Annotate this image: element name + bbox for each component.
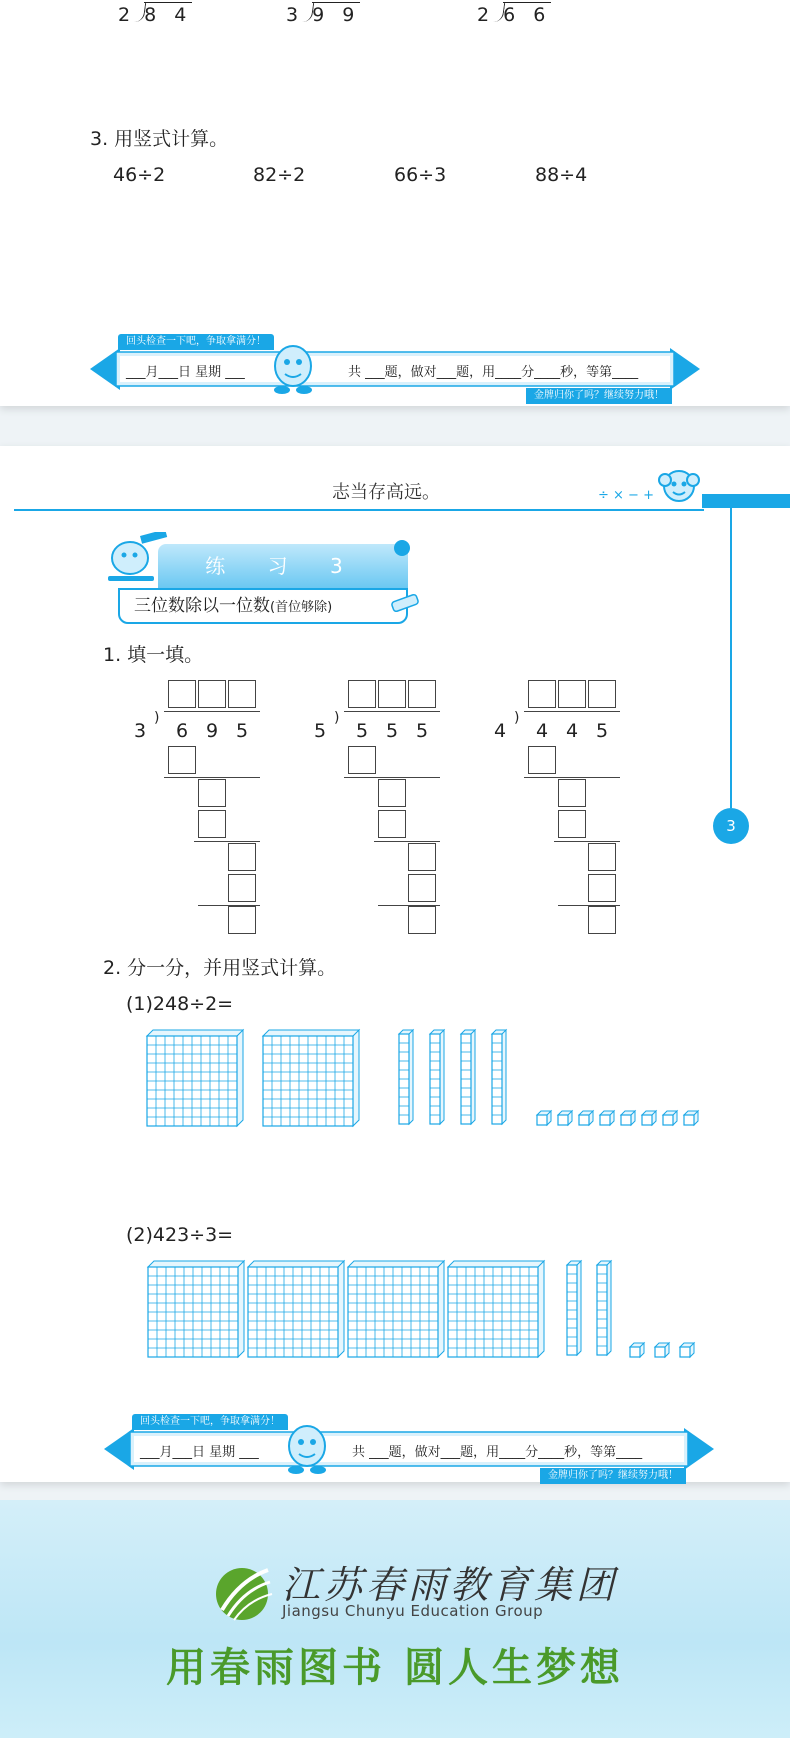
hundred-block <box>448 1261 544 1357</box>
dividend: 9 9 <box>304 4 360 26</box>
lesson-subtitle-text: 三位数除以一位数 <box>134 596 270 616</box>
date-fields: ___月___日 星期 ___ <box>126 365 245 380</box>
footer-bottom-tag: 金牌归你了吗？继续努力哦！ <box>540 1468 686 1484</box>
chunyu-leaf-logo-icon <box>210 1560 274 1628</box>
dividend-digit: 9 <box>206 720 219 742</box>
footer-top-tag: 回头检查一下吧，争取拿满分！ <box>132 1414 288 1430</box>
hundred-block <box>248 1261 344 1357</box>
one-cube <box>655 1343 669 1357</box>
brand-english-name: Jiangsu Chunyu Education Group <box>282 1602 544 1620</box>
check-footer <box>104 1414 714 1484</box>
score-fields: 共 ___题，做对___题，用____分____秒，等第____ <box>352 1445 643 1460</box>
divisor: 3 <box>286 4 305 26</box>
lesson-subtitle-note: (首位够除) <box>270 600 333 615</box>
math-symbols: ÷ × − + <box>598 488 654 503</box>
expression: 46÷2 <box>113 164 166 186</box>
question-3-title: 3. 用竖式计算。 <box>90 128 229 150</box>
lesson-title: 练 习 3 <box>158 544 408 588</box>
one-cube <box>537 1111 551 1125</box>
one-cube <box>630 1343 644 1357</box>
footer-top-tag: 回头检查一下吧，争取拿满分！ <box>118 334 274 350</box>
ten-rod <box>567 1261 581 1355</box>
footer-bottom-tag: 金牌归你了吗？继续努力哦！ <box>526 388 672 404</box>
ten-rod <box>461 1030 475 1124</box>
page-motto: 志当存高远。 <box>332 482 440 503</box>
one-cube <box>621 1111 635 1125</box>
dividend-digit: 5 <box>356 720 369 742</box>
dividend-digit: 6 <box>176 720 189 742</box>
one-cube <box>558 1111 572 1125</box>
one-cube <box>684 1111 698 1125</box>
ten-rod <box>492 1030 506 1124</box>
expression: 82÷2 <box>253 164 306 186</box>
divisor: 2 <box>477 4 496 26</box>
brand-name: 江苏春雨教育集团 <box>282 1563 619 1607</box>
one-cube <box>579 1111 593 1125</box>
hundred-block <box>263 1030 359 1126</box>
hundred-block <box>147 1030 243 1126</box>
ten-rod <box>430 1030 444 1124</box>
division-bracket: ) <box>154 710 160 726</box>
dividend: 6 6 <box>495 4 551 26</box>
ten-rod <box>399 1030 413 1124</box>
dividend-digit: 5 <box>386 720 399 742</box>
divisor: 2 <box>118 4 137 26</box>
dividend-digit: 5 <box>236 720 249 742</box>
one-cube <box>600 1111 614 1125</box>
question-2-title: 2. 分一分，并用竖式计算。 <box>103 957 337 979</box>
one-cube <box>680 1343 694 1357</box>
score-fields: 共 ___题，做对___题，用____分____秒，等第____ <box>348 365 639 380</box>
mascot-icon <box>282 1418 332 1482</box>
divisor: 5 <box>314 720 327 742</box>
dividend-digit: 5 <box>596 720 609 742</box>
brand-banner <box>0 1500 790 1738</box>
division-bracket: ) <box>334 710 340 726</box>
ten-rod <box>597 1261 611 1355</box>
expression: 88÷4 <box>535 164 588 186</box>
brand-slogan: 用春雨图书 圆人生梦想 <box>166 1645 624 1691</box>
divisor: 3 <box>134 720 147 742</box>
page-number-badge: 3 <box>713 808 749 844</box>
hundred-block <box>348 1261 444 1357</box>
date-fields: ___月___日 星期 ___ <box>140 1445 259 1460</box>
sub-question-2: (2)423÷3= <box>126 1224 234 1246</box>
division-bracket: ) <box>514 710 520 726</box>
dividend: 8 4 <box>136 4 192 26</box>
dividend-digit: 4 <box>566 720 579 742</box>
footer-band <box>104 1428 714 1470</box>
expression: 66÷3 <box>394 164 447 186</box>
one-cube <box>663 1111 677 1125</box>
divisor: 4 <box>494 720 507 742</box>
hundred-block <box>148 1261 244 1357</box>
dividend-digit: 5 <box>416 720 429 742</box>
dividend-digit: 4 <box>536 720 549 742</box>
sub-question-1: (1)248÷2= <box>126 993 234 1015</box>
one-cube <box>642 1111 656 1125</box>
question-1-title: 1. 填一填。 <box>103 644 204 666</box>
